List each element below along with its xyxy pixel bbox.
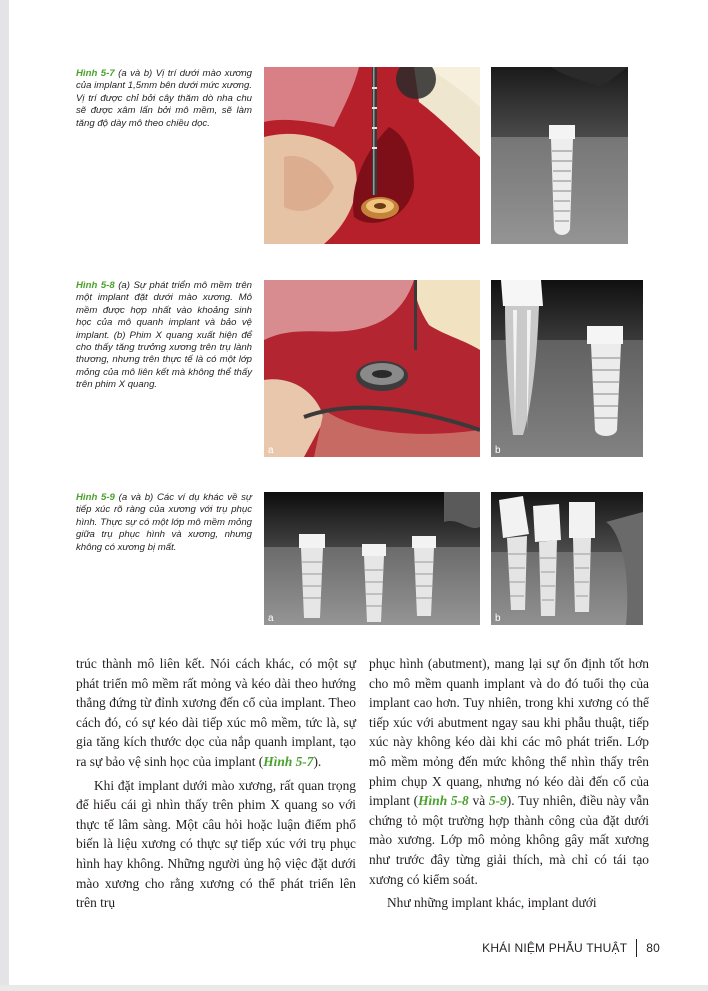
xray-5-9b — [491, 492, 643, 625]
caption-text: (a và b) Vị trí dưới mào xương của implant 1,5mm bên dưới mức xương. Vị trí được chỉ bởi cây thăm dò nha chu sẽ được xâm lấn bởi mô mềm, sẽ làm tăng độ dày mô theo chiều dọc. — [76, 68, 252, 129]
xray-5-7b — [491, 67, 628, 244]
paragraph-text: ). Tuy nhiên, điều này vẫn chứng tỏ một trường hợp thành công của đặt dưới mào xương. Lớp mô mỏng không gây mất xương như trước đây từng giải thích, mà chỉ có tái tạo xương có kiểm soát. — [369, 793, 649, 887]
panel-label-a: a — [268, 613, 274, 624]
xray-5-9a — [264, 492, 480, 625]
clinical-photo-5-8a — [264, 280, 480, 457]
figure-ref: Hình 5-7 — [76, 68, 115, 79]
caption-text: (a và b) Các ví dụ khác về sự tiếp xúc rõ ràng của xương với trụ phục hình. Thực sự có một lớp mô mềm mỏng giữa trụ phục hình và xương, nhưng không có xương bị mất. — [76, 492, 252, 553]
panel-label-b: b — [495, 613, 501, 624]
paragraph — [76, 654, 356, 772]
paragraph: Khi đặt implant dưới mào xương, rất quan trọng để hiểu cái gì nhìn thấy trên phim X quang so với thực tế lâm sàng. Một câu hỏi hoặc luận điểm phổ biến là liệu xương có thực sự tiếp xúc với trụ phục hình hay không. Những người ủng hộ việc đặt dưới mào xương cho rằng xương có thể phát triển lên trên trụ — [76, 777, 356, 911]
clinical-photo-5-7a — [264, 67, 480, 244]
page-edge — [0, 0, 9, 991]
footer-divider — [636, 939, 637, 957]
panel-label-b: b — [495, 445, 501, 456]
page-footer — [430, 938, 660, 958]
body-column-left — [76, 654, 356, 913]
figure-ref: Hình 5-8 — [76, 280, 115, 291]
figure-caption-5-9 — [76, 492, 252, 554]
caption-text: (a) Sự phát triển mô mềm trên một implant đặt dưới mào xương. Mô mềm được hợp nhất vào khoảng sinh học của mô quanh implant và bảo vệ implant. (b) Phim X quang xuất hiện để cho thấy tăng trưởng xương trên trụ lành thương, nhưng trên thực tế là có một lớp mỏng của mô liên kết mà không thể thấy trên phim X quang. — [76, 280, 252, 391]
chapter-title: KHÁI NIỆM PHẪU THUẬT — [482, 941, 628, 955]
paragraph-text: và — [468, 793, 489, 809]
paragraph-text: ). — [313, 753, 322, 769]
paragraph: Như những implant khác, implant dưới — [387, 895, 597, 911]
figure-link[interactable]: Hình 5-7 — [263, 753, 314, 769]
body-column-right — [369, 654, 649, 913]
page-bottom-edge — [0, 985, 708, 991]
paragraph-text: phục hình (abutment), mang lại sự ổn định tốt hơn cho mô mềm quanh implant và do đó tuổi thọ của implant cao hơn. Tuy nhiên, trong khi xương có thể tiếp xúc với abutment ngay sau khi phẫu thuật, tiếp xúc này không kéo dài khi các mô phát triển. Lớp mô mềm mỏng đến mức không thể nhìn thấy trên phim chụp X quang, nhưng nó kéo dài đến cổ của implant ( — [369, 656, 649, 809]
figure-ref: Hình 5-9 — [76, 492, 115, 503]
page-number: 80 — [646, 941, 660, 955]
figure-link[interactable]: 5-9 — [488, 793, 507, 809]
figure-caption-5-8 — [76, 280, 252, 392]
panel-label-a: a — [268, 445, 274, 456]
paragraph — [369, 654, 649, 889]
figure-link[interactable]: Hình 5-8 — [418, 793, 469, 809]
figure-caption-5-7 — [76, 68, 252, 130]
xray-5-8b — [491, 280, 643, 457]
paragraph-text: trúc thành mô liên kết. Nói cách khác, có một sự phát triển mô mềm rất mỏng và kéo dài theo hướng thẳng đứng từ đỉnh xương đến cổ của implant. Theo cách đó, có sự kéo dài tiếp xúc mô mềm, tức là, sự gia tăng kích thước dọc của nắp quanh implant, tạo ra sự bảo vệ sinh học của implant ( — [76, 656, 356, 769]
